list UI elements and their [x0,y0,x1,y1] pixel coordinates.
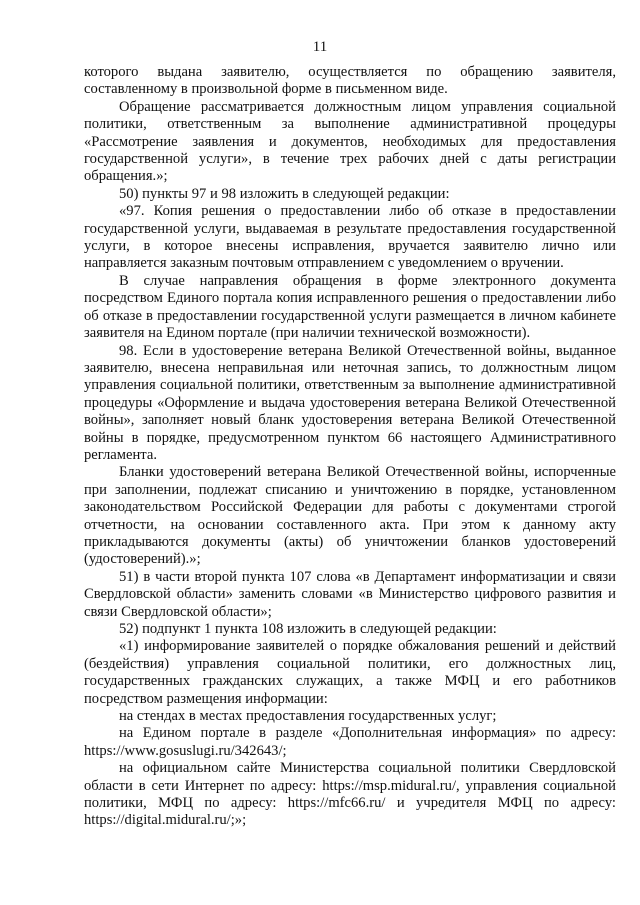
paragraph: на стендах в местах предоставления государственных услуг; [119,708,497,725]
paragraph: «1) информирование заявителей о порядке обжалования решений и действий (бездействия) управления социальной политики, его должностных лиц, государственных гражданских служащих, а также МФЦ и его работников посредством размещения информации: [84,638,616,707]
paragraph: 51) в части второй пункта 107 слова «в Департамент информатизации и связи Свердловской области» заменить словами «в Министерство цифрового развития и связи Свердловской области»; [84,568,616,620]
paragraph: 50) пункты 97 и 98 изложить в следующей редакции: [119,185,450,202]
paragraph: 52) подпункт 1 пункта 108 изложить в следующей редакции: [119,621,497,637]
paragraph: которого выдана заявителю, осуществляется по обращению заявителя, составленному в произвольной форме в письменном виде. [84,64,616,98]
paragraph: В случае направления обращения в форме электронного документа посредством Единого портала копия исправленного решения о предоставлении либо об отказе в предоставлении государственной услуги размещается в личном кабинете заявителя на Едином портале (при наличии технической возможности). [84,272,616,342]
paragraph: «97. Копия решения о предоставлении либо об отказе в предоставлении государственной услуги, выдаваемая в результате предоставления государственной услуги, в которое внесены исправления, вручается заявителю лично или направляется заказным почтовым отправлением с уведомлением о вручении. [84,203,616,272]
paragraph: 98. Если в удостоверение ветерана Великой Отечественной войны, выданное заявителю, внесена неправильная или неточная запись, то должностным лицом управления социальной политики, ответственным за выполнение административной процедуры «Оформление и выдача удостоверения ветерана Великой Отечественной войны», заполняет новый бланк удостоверения ветерана Великой Отечественной войны в порядке, предусмотренном пунктом 66 настоящего Административного регламента. [84,342,616,463]
document-body [84,64,616,830]
page-number: 11 [312,39,328,55]
paragraph: на официальном сайте Министерства социальной политики Свердловской области в сети Интернет по адресу: https://msp.midural.ru/, управления социальной политики, МФЦ по адресу: https://mfc66.ru/ и учредителя МФЦ по адресу: https://digital.midural.ru/;»; [84,760,616,829]
paragraph: Бланки удостоверений ветерана Великой Отечественной войны, испорченные при заполнении, подлежат списанию и уничтожению в порядке, установленном законодательством Российской Федерации для работы с документами строгой отчетности, на основании составленного акта. При этом к данному акту прикладываются документы (акты) об уничтожении бланков удостоверений (удостоверений).»; [84,464,616,568]
paragraph: Обращение рассматривается должностным лицом управления социальной политики, ответственным за выполнение административной процедуры «Рассмотрение заявления и документов, необходимых для предоставления государственной услуги», в течение трех рабочих дней с даты регистрации обращения.»; [84,98,616,185]
paragraph: на Едином портале в разделе «Дополнительная информация» по адресу: https://www.gosuslugi.ru/342643/; [84,725,616,759]
